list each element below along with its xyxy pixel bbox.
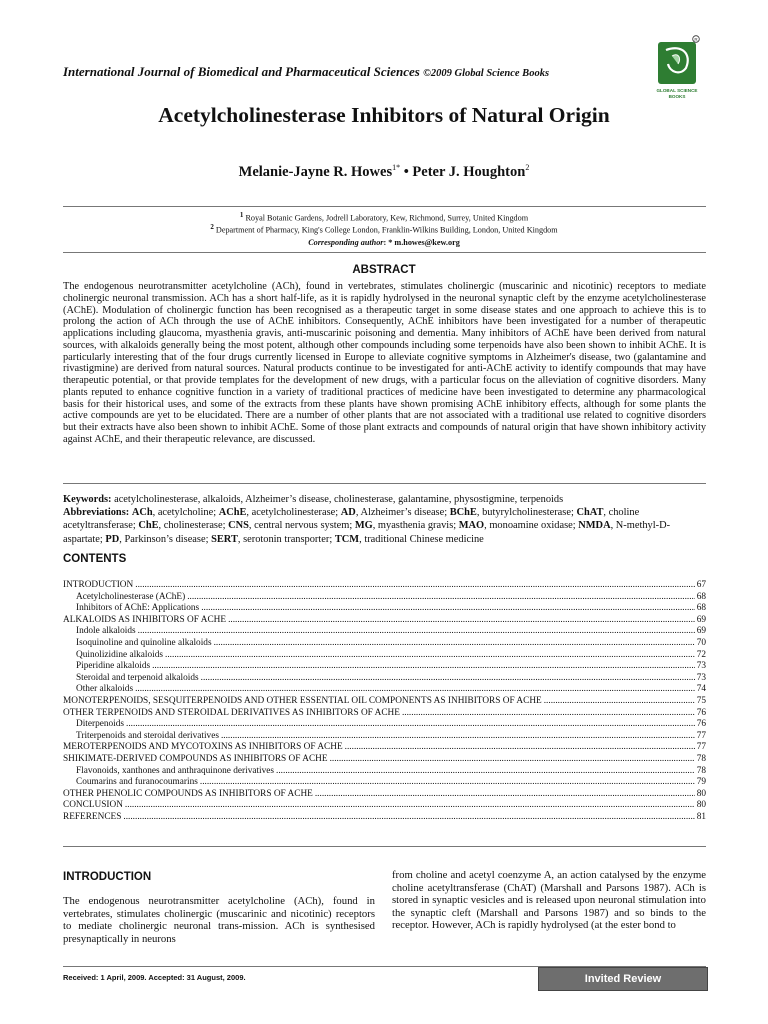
toc-entry-page: 79 — [696, 777, 706, 788]
toc-entry — [63, 789, 706, 801]
toc-leader-dots — [330, 754, 695, 766]
toc-entry-page: 70 — [696, 637, 706, 648]
rule-top — [63, 206, 706, 207]
toc-leader-dots — [165, 650, 695, 662]
abstract-heading: ABSTRACT — [352, 264, 416, 276]
toc-entry-page: 73 — [696, 661, 706, 672]
toc-leader-dots — [544, 696, 695, 708]
toc-entry — [63, 580, 706, 592]
toc-leader-dots — [152, 661, 695, 673]
toc-entry — [63, 592, 706, 604]
abbreviation-term: ACh — [131, 507, 153, 519]
author-1: Melanie-Jayne R. Howes — [238, 163, 393, 180]
toc-entry-label: ALKALOIDS AS INHIBITORS OF ACHE — [63, 614, 227, 625]
abbreviation-term: AD — [340, 507, 356, 519]
toc-entry — [63, 800, 706, 812]
toc-entry-page: 73 — [696, 672, 706, 683]
toc-entry — [63, 673, 706, 685]
abbreviation-term: SERT — [211, 533, 238, 545]
journal-name: International Journal of Biomedical and Pharmaceutical Sciences — [63, 64, 420, 79]
abbreviation-definition: acetylcholinesterase — [251, 507, 336, 519]
corresponding-author — [0, 238, 768, 247]
keywords-line — [63, 493, 706, 506]
abbreviation-term: MG — [354, 520, 373, 532]
keywords-text: acetylcholinesterase, alkaloids, Alzheimer’s disease, cholinesterase, galantamine, physostigmine, terpenoids — [111, 494, 564, 505]
toc-entry-page: 69 — [696, 626, 706, 637]
abbreviation-definition: serotonin transporter — [243, 533, 330, 545]
toc-entry-page: 72 — [696, 649, 706, 660]
svg-text:R: R — [694, 36, 698, 42]
toc-leader-dots — [138, 626, 695, 638]
toc-entry-page: 68 — [696, 591, 706, 602]
publisher-logo — [652, 34, 702, 102]
toc-leader-dots — [276, 766, 695, 778]
abbreviation-term: NMDA — [578, 520, 611, 532]
abbreviation-definition: acetylcholine — [157, 507, 214, 519]
introduction-heading: INTRODUCTION — [63, 871, 152, 883]
author-list — [0, 163, 768, 181]
abbreviation-term: ChAT — [576, 507, 604, 519]
toc-entry — [63, 638, 706, 650]
toc-entry-label: Inhibitors of AChE: Applications — [76, 603, 200, 614]
author-1-sup: 1* — [392, 163, 401, 172]
abbreviation-term: ChE — [138, 520, 159, 532]
toc-leader-dots — [201, 673, 695, 685]
toc-entry-label: INTRODUCTION — [63, 580, 134, 590]
toc-leader-dots — [402, 708, 695, 720]
affiliation-1 — [0, 211, 768, 223]
toc-entry-label: CONCLUSION — [63, 800, 123, 811]
toc-entry — [63, 812, 706, 824]
abbreviations-line — [63, 506, 706, 546]
toc-entry-label: Flavonoids, xanthones and anthraquinone derivatives — [76, 765, 275, 776]
toc-entry-page: 75 — [696, 695, 706, 706]
paper-title: Acetylcholinesterase Inhibitors of Natural Origin — [158, 103, 610, 127]
toc-leader-dots — [187, 592, 695, 604]
abbreviation-definition: butyrylcholinesterase — [482, 507, 571, 519]
corr-label: Corresponding author — [308, 238, 384, 247]
toc-entry — [63, 777, 706, 789]
table-of-contents — [63, 580, 706, 823]
toc-entry-page: 67 — [696, 580, 706, 590]
toc-leader-dots — [315, 789, 695, 801]
toc-entry-label: Coumarins and furanocoumarins — [76, 777, 198, 788]
affiliation-2-text: Department of Pharmacy, King's College London, Franklin-Wilkins Building, London, United Kingdom — [215, 225, 558, 235]
toc-entry-page: 76 — [696, 707, 706, 718]
toc-entry-label: Indole alkaloids — [76, 626, 136, 637]
toc-entry-page: 80 — [696, 800, 706, 811]
toc-leader-dots — [123, 812, 694, 824]
toc-entry-page: 78 — [696, 753, 706, 764]
affiliation-1-text: Royal Botanic Gardens, Jodrell Laboratory, Kew, Richmond, Surrey, United Kingdom — [245, 213, 529, 223]
toc-entry-page: 78 — [696, 765, 706, 776]
journal-copyright: ©2009 Global Science Books — [423, 68, 550, 79]
toc-entry — [63, 615, 706, 627]
toc-entry-page: 77 — [696, 730, 706, 741]
toc-entry — [63, 731, 706, 743]
abbreviation-definition: Alzheimer’s disease — [360, 507, 445, 519]
toc-entry-label: OTHER TERPENOIDS AND STEROIDAL DERIVATIVES AS INHIBITORS OF ACHE — [63, 707, 400, 718]
toc-entry-page: 80 — [696, 788, 706, 799]
keywords-label: Keywords: — [63, 494, 112, 505]
toc-entry-label: Isoquinoline and quinoline alkaloids — [76, 637, 212, 648]
abbreviations-list: ACh, acetylcholine; AChE, acetylcholinesterase; AD, Alzheimer’s disease; BChE, butyrylcholinesterase; ChAT, choline acetyltransferase; ChE, cholinesterase; CNS, central nervous system; MG, myasthenia gravis; MAO, monoamine oxidase; NMDA, N-methyl-D-aspartate; PD, Parkinson’s disease; SERT, serotonin transporter; TCM, traditional Chinese medicine — [63, 507, 671, 545]
toc-entry-label: Triterpenoids and steroidal derivatives — [76, 730, 219, 741]
toc-entry-label: Quinolizidine alkaloids — [76, 649, 164, 660]
corr-email: : * m.howes@kew.org — [383, 238, 460, 247]
toc-entry-label: SHIKIMATE-DERIVED COMPOUNDS AS INHIBITORS OF ACHE — [63, 753, 328, 764]
toc-entry — [63, 603, 706, 615]
toc-entry-page: 77 — [696, 742, 706, 753]
affiliation-2-num: 2 — [210, 223, 214, 231]
toc-leader-dots — [200, 777, 695, 789]
toc-entry-label: REFERENCES — [63, 811, 122, 822]
affiliation-2 — [0, 223, 768, 235]
toc-entry — [63, 661, 706, 673]
journal-header — [63, 64, 549, 80]
toc-leader-dots — [228, 615, 695, 627]
toc-entry-page: 76 — [696, 719, 706, 730]
toc-entry — [63, 754, 706, 766]
received-dates: Received: 1 April, 2009. Accepted: 31 August, 2009. — [63, 973, 246, 982]
abbreviation-definition: cholinesterase — [163, 520, 223, 532]
toc-entry — [63, 696, 706, 708]
toc-entry-page: 81 — [696, 811, 706, 822]
toc-leader-dots — [135, 684, 695, 696]
toc-entry-label: MONOTERPENOIDS, SESQUITERPENOIDS AND OTHER ESSENTIAL OIL COMPONENTS AS INHIBITORS OF ACHE — [63, 695, 542, 706]
toc-entry-page: 68 — [696, 603, 706, 614]
toc-entry-label: Diterpenoids — [76, 719, 125, 730]
abbreviation-definition: myasthenia gravis — [377, 520, 454, 532]
toc-entry-label: Piperidine alkaloids — [76, 661, 151, 672]
toc-entry-label: OTHER PHENOLIC COMPOUNDS AS INHIBITORS OF ACHE — [63, 788, 313, 799]
abbreviation-definition: choline acetyltransferase — [63, 507, 640, 532]
rule-abstract-top — [63, 252, 706, 253]
abbreviation-definition: Parkinson’s disease — [124, 533, 206, 545]
abbreviation-definition: traditional Chinese medicine — [364, 533, 484, 545]
introduction-left-column: The endogenous neurotransmitter acetylcholine (ACh), found in vertebrates, stimulates cholinergic (muscarinic and nicotinic) receptors to mediate cholinergic neuronal trans-mission. ACh is synthesised presynaptically in neurons — [63, 895, 375, 945]
abbreviation-definition: central nervous system — [254, 520, 350, 532]
svg-text:BOOKS: BOOKS — [668, 94, 686, 99]
toc-entry — [63, 766, 706, 778]
toc-entry — [63, 708, 706, 720]
toc-leader-dots — [201, 603, 695, 615]
toc-entry-page: 69 — [696, 614, 706, 625]
author-2: Peter J. Houghton — [412, 163, 526, 180]
logo-text: GLOBAL SCIENCE — [656, 88, 698, 93]
contents-heading: CONTENTS — [63, 553, 127, 565]
toc-leader-dots — [125, 800, 695, 812]
article-type-badge: Invited Review — [538, 967, 708, 991]
toc-entry-label: Other alkaloids — [76, 684, 134, 695]
toc-leader-dots — [126, 719, 695, 731]
rule-abstract-bottom — [63, 483, 706, 484]
toc-entry — [63, 742, 706, 754]
toc-leader-dots — [135, 580, 694, 592]
toc-entry — [63, 626, 706, 638]
toc-leader-dots — [345, 742, 695, 754]
toc-entry — [63, 684, 706, 696]
abbreviation-term: BChE — [449, 507, 477, 519]
toc-entry-label: Steroidal and terpenoid alkaloids — [76, 672, 199, 683]
toc-entry-label: MEROTERPENOIDS AND MYCOTOXINS AS INHIBITORS OF ACHE — [63, 742, 343, 753]
keywords-block — [63, 493, 706, 546]
toc-leader-dots — [214, 638, 695, 650]
toc-entry-page: 74 — [696, 684, 706, 695]
author-2-sup: 2 — [525, 163, 530, 172]
affiliation-1-num: 1 — [239, 211, 244, 219]
author-separator: • — [400, 163, 413, 180]
abstract-text: The endogenous neurotransmitter acetylcholine (ACh), found in vertebrates, stimulates cholinergic (muscarinic and nicotinic) receptors to mediate cholinergic neuronal transmission. ACh has a short half-life, as it is rapidly hydrolysed in the neuronal synaptic cleft by the enzyme acetylcholinesterase (AChE). Modulation of cholinergic function has been recognised as a therapeutic target in some disease states and one approach to achieve this is to prolong the action of ACh through the use of AChE inhibitors. Consequently, AChE inhibitors have been investigated for a number of therapeutic applications including glaucoma, myasthenia gravis, anti-muscarinic poisoning and dementia. Many inhibitors of AChE have been derived from natural sources, with alkaloids generally being the most potent, although other compounds including some terpenoids have also been shown to inhibit AChE. It is particularly interesting that of the four drugs currently licensed in Europe to alleviate cognitive symptoms in Alzheimer's disease, two (galantamine and rivastigmine) are derived from natural sources. Natural products continue to be investigated for anti-AChE activity to identify compounds that may have therapeutic potential, or that provide templates for the development of new drugs, with a particular focus on the alleviation of cognitive disorders. Many plants reputed to enhance cognitive function in a variety of traditional practices of medicine have been investigated to determine any pharmacological basis for their historical uses, and some of the extracts from these plants have shown promising AChE inhibitory effects, although for some plants the active compounds are yet to be elucidated. There are a number of other plants that are not associated with a traditional use related to cognitive disorders but their extracts have also been shown to inhibit AChE. Some of those plant extracts and compounds of natural origin that have shown inhibitory activity against AChE, and their therapeutic relevance, are discussed. — [63, 281, 706, 445]
abbreviation-term: MAO — [458, 520, 485, 532]
abbreviations-label: Abbreviations: — [63, 507, 130, 519]
abbreviation-definition: monoamine oxidase — [489, 520, 573, 532]
rule-contents-bottom — [63, 846, 706, 847]
abbreviation-term: AChE — [218, 507, 247, 519]
introduction-right-column: from choline and acetyl coenzyme A, an action catalysed by the enzyme choline acetyltransferase (ChAT) (Marshall and Parsons 1987). ACh is stored in synaptic vesicles and is released upon neuronal stimulation into the synaptic cleft (Marshall and Parsons 1987) and so binds to the receptor. However, ACh is rapidly hydrolysed (at the ester bond to — [392, 869, 706, 932]
toc-entry-label: Acetylcholinesterase (AChE) — [76, 591, 186, 602]
abbreviation-term: PD — [105, 533, 120, 545]
abbreviation-term: TCM — [334, 533, 360, 545]
abbreviation-definition: N-methyl-D-aspartate — [63, 520, 671, 545]
toc-entry — [63, 719, 706, 731]
toc-entry — [63, 650, 706, 662]
abbreviation-term: CNS — [228, 520, 249, 532]
toc-leader-dots — [221, 731, 695, 743]
